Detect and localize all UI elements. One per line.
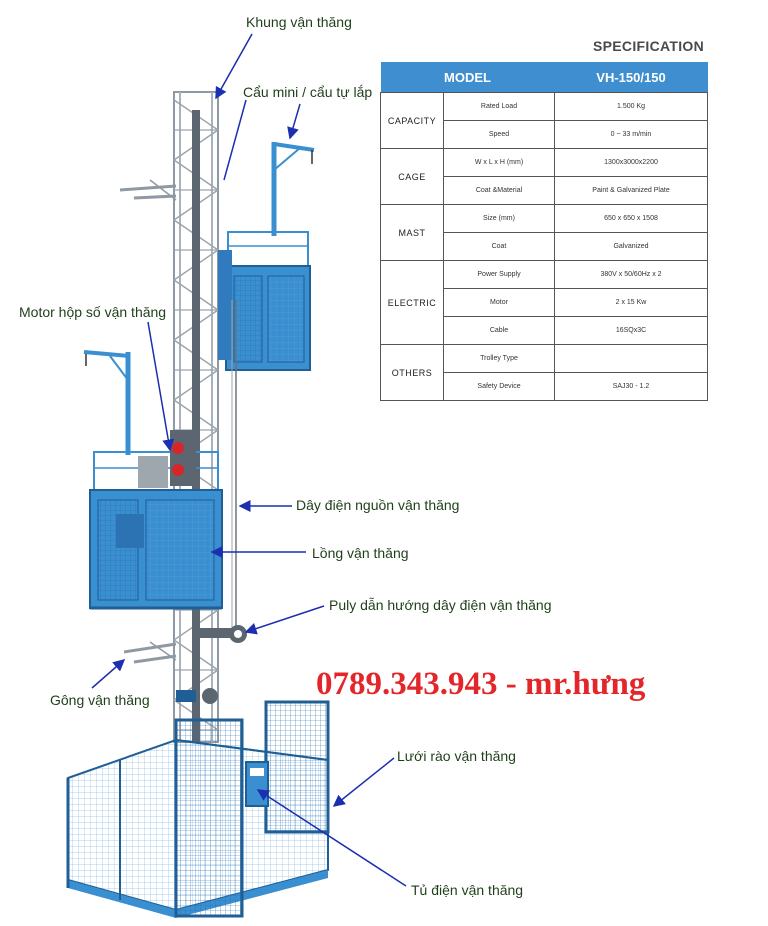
upper-mini-crane	[274, 142, 314, 236]
param-cell: Size (mm)	[444, 205, 555, 233]
param-cell: Safety Device	[444, 373, 555, 401]
table-row	[381, 93, 708, 121]
group-cage: CAGE	[381, 149, 444, 205]
control-box	[246, 762, 268, 806]
label-control-box: Tủ điện vận thăng	[411, 882, 524, 898]
top-arms	[120, 180, 176, 200]
label-gear-motor: Motor hộp số vận thăng	[19, 304, 167, 320]
label-mini-crane: Cẩu mini / cẩu tự lắp	[243, 84, 373, 100]
lower-cage	[90, 490, 222, 608]
lower-mini-crane	[84, 352, 130, 455]
param-cell: Power Supply	[444, 261, 555, 289]
value-cell: 0 ~ 33 m/min	[555, 121, 708, 149]
value-cell: 1300x3000x2200	[555, 149, 708, 177]
mast-tie	[124, 642, 176, 662]
value-cell: Paint & Galvanized Plate	[555, 177, 708, 205]
value-cell	[555, 345, 708, 373]
value-cell: 16SQx3C	[555, 317, 708, 345]
label-mast-tie: Gông vận thăng	[50, 692, 150, 708]
value-cell: Galvanized	[555, 233, 708, 261]
label-fence: Lưới rào vận thăng	[397, 748, 516, 764]
table-row	[381, 345, 708, 373]
label-power-cable: Dây điện nguồn vận thăng	[296, 497, 460, 513]
param-cell: Motor	[444, 289, 555, 317]
param-cell: Coat &Material	[444, 177, 555, 205]
mast	[174, 92, 218, 742]
spec-table	[380, 62, 708, 401]
value-cell: 1.500 Kg	[555, 93, 708, 121]
param-cell: Cable	[444, 317, 555, 345]
spec-heading: SPECIFICATION	[593, 38, 704, 54]
gearbox-motor	[170, 430, 196, 486]
table-row	[381, 261, 708, 289]
label-frame: Khung vận thăng	[246, 14, 352, 30]
table-row	[381, 149, 708, 177]
table-row	[381, 205, 708, 233]
model-header-value: VH-150/150	[555, 62, 708, 93]
model-header-label: MODEL	[381, 62, 555, 93]
param-cell: Coat	[444, 233, 555, 261]
value-cell: 2 x 15 Kw	[555, 289, 708, 317]
group-mast: MAST	[381, 205, 444, 261]
group-electric: ELECTRIC	[381, 261, 444, 345]
value-cell: 380V x 50/60Hz x 2	[555, 261, 708, 289]
contact-phone: 0789.343.943 - mr.hưng	[316, 666, 646, 702]
param-cell: Trolley Type	[444, 345, 555, 373]
value-cell: 650 x 650 x 1508	[555, 205, 708, 233]
label-cage: Lồng vận thăng	[312, 545, 409, 561]
group-capacity: CAPACITY	[381, 93, 444, 149]
group-others: OTHERS	[381, 345, 444, 401]
param-cell: W x L x H (mm)	[444, 149, 555, 177]
value-cell: SAJ30 - 1.2	[555, 373, 708, 401]
label-pulley: Puly dẫn hướng dây điện vận thăng	[329, 597, 552, 613]
param-cell: Speed	[444, 121, 555, 149]
param-cell: Rated Load	[444, 93, 555, 121]
